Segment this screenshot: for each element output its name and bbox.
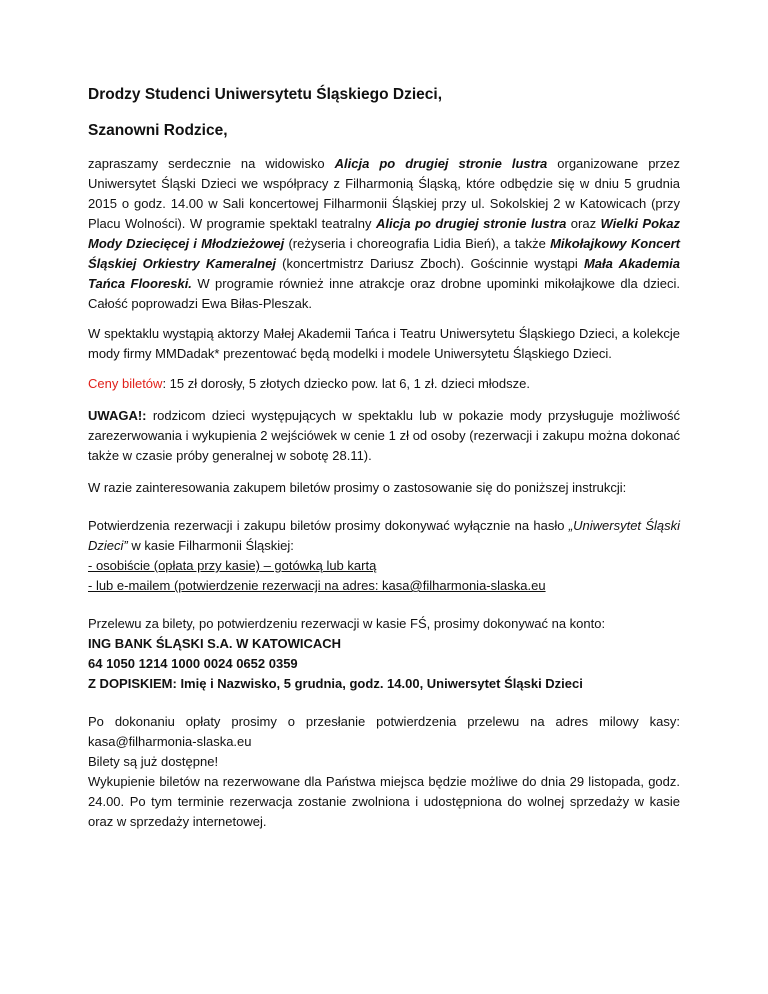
prices-label: Ceny biletów xyxy=(88,376,163,391)
greeting-students: Drodzy Studenci Uniwersytetu Śląskiego Dzieci, xyxy=(88,86,443,103)
intro-text-6: W programie również inne atrakcje oraz drobne upominki mikołajkowe dla dzieci. Całość poprowadzi Ewa Biłas-Pleszak. xyxy=(88,276,680,311)
transfer-intro: Przelewu za bilety, po potwierdzeniu rezerwacji w kasie FŚ, prosimy dokonywać na konto: xyxy=(88,616,606,631)
availability-headline: Bilety są już dostępne! xyxy=(88,754,219,769)
transfer-block xyxy=(88,614,680,694)
cast-paragraph: W spektaklu wystąpią aktorzy Małej Akademii Tańca i Teatru Uniwersytetu Śląskiego Dzieci, a kolekcje mody firmy MMDadak* prezentować będą modelki i modele Uniwersytetu Śląskiego Dzieci. xyxy=(88,326,680,361)
note-text: rodzicom dzieci występujących w spektaklu lub w pokazie mody przysługuje możliwość zarezerwowania i wykupienia 2 wejściówek w cenie 1 zł od osoby (rezerwacji i zakupu można dokonać także w czasie próby generalnej w sobotę 28.11). xyxy=(88,408,680,463)
fashion-show-title: Wielki Pokaz Mody Dziecięcej i Młodzieżowej xyxy=(88,216,680,251)
intro-paragraph xyxy=(88,154,680,314)
payment-confirm-paragraph: Po dokonaniu opłaty prosimy o przesłanie potwierdzenia przelewu na adres milowy kasy: kasa@filharmonia-slaska.eu xyxy=(88,714,680,749)
show-title: Alicja po drugiej stronie lustra xyxy=(334,156,548,171)
account-number: 64 1050 1214 1000 0024 0652 0359 xyxy=(88,656,298,671)
note-label: UWAGA!: xyxy=(88,408,147,423)
concert-title: Mikołajkowy Koncert Śląskiej Orkiestry Kameralnej xyxy=(88,236,680,271)
confirmation-option-email: - lub e-mailem (potwierdzenie rezerwacji na adres: kasa@filharmonia-slaska.eu xyxy=(88,578,546,593)
note-paragraph xyxy=(88,406,680,466)
intro-text-2: organizowane przez Uniwersytet Śląski Dzieci we współpracy z Filharmonią Śląską, które odbędzie się w dniu 5 grudnia 2015 o godz. 14.00 w Sali koncertowej Filharmonii Śląskiej przy ul. Sokolskiej 2 w Katowicach (przy Placu Wolności). W programie spektakl teatralny xyxy=(88,156,680,231)
bank-name: ING BANK ŚLĄSKI S.A. W KATOWICACH xyxy=(88,636,342,651)
prices-text: : 15 zł dorosły, 5 złotych dziecko pow. lat 6, 1 zł. dzieci młodsze. xyxy=(162,376,530,391)
greeting-parents: Szanowni Rodzice, xyxy=(88,122,228,139)
prices-paragraph xyxy=(88,374,680,394)
confirmation-password: „Uniwersytet Śląski Dzieci” xyxy=(88,518,681,553)
guest-name: Mała Akademia Tańca Flooreski. xyxy=(88,256,680,291)
confirmation-paragraph xyxy=(88,516,680,556)
availability-details: Wykupienie biletów na rezerwowane dla Państwa miejsca będzie możliwe do dnia 29 listopada, godz. 24.00. Po tym terminie rezerwacja zostanie zwolniona i udostępniona do wolnej sprzedaży w kasie oraz w sprzedaży internetowej. xyxy=(88,774,680,829)
document-page xyxy=(88,84,680,832)
confirmation-option-in-person: - osobiście (opłata przy kasie) – gotówką lub kartą xyxy=(88,558,377,573)
intro-text-3: oraz xyxy=(566,216,601,231)
confirmation-block xyxy=(88,516,680,596)
intro-text-4: (reżyseria i choreografia Lidia Bień), a także xyxy=(284,236,551,251)
confirmation-text-2: w kasie Filharmonii Śląskiej: xyxy=(127,538,294,553)
show-title-2: Alicja po drugiej stronie lustra xyxy=(375,216,567,231)
confirmation-text-1: Potwierdzenia rezerwacji i zakupu biletów prosimy dokonywać wyłącznie na hasło xyxy=(88,518,569,533)
intro-text-1: zapraszamy serdecznie na widowisko xyxy=(88,156,335,171)
instructions-intro: W razie zainteresowania zakupem biletów prosimy o zastosowanie się do poniższej instrukcji: xyxy=(88,480,627,495)
intro-text-5: (koncertmistrz Dariusz Zboch). Gościnnie wystąpi xyxy=(275,256,584,271)
transfer-note: Z DOPISKIEM: Imię i Nazwisko, 5 grudnia, godz. 14.00, Uniwersytet Śląski Dzieci xyxy=(88,676,583,691)
availability-block xyxy=(88,752,680,832)
